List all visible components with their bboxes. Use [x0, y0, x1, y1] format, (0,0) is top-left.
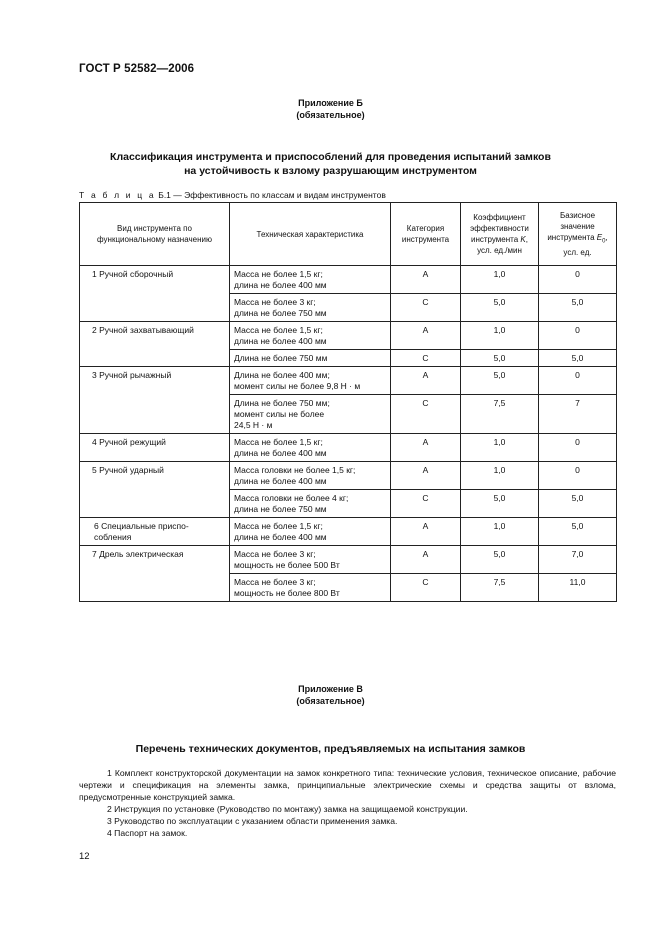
coefficient-cell: 1,0: [461, 266, 539, 294]
coefficient-cell: 5,0: [461, 350, 539, 367]
tool-type-cell: 7 Дрель электрическая: [80, 546, 230, 602]
page-number: 12: [79, 851, 90, 862]
tool-type-cell: 2 Ручной захватывающий: [80, 322, 230, 367]
specification-cell: Масса не более 3 кг; длина не более 750 мм: [230, 294, 391, 322]
list-item: 1 Комплект конструкторской документации на замок конкретного типа: технические условия, техническое описание, рабочие чертежи и спецификация на элементы замка, принципиальные электрические схемы и средства защиты от взлома, предусмотренные конструкцией замка.: [79, 768, 616, 802]
header-tool-type: Вид инструмента по функциональному назначению: [80, 203, 230, 266]
specification-cell: Масса не более 3 кг; мощность не более 500 Вт: [230, 546, 391, 574]
coefficient-cell: 1,0: [461, 434, 539, 462]
document-code: ГОСТ Р 52582—2006: [79, 63, 195, 75]
base-value-cell: 0: [539, 434, 617, 462]
base-value-cell: 0: [539, 367, 617, 395]
base-value-cell: 11,0: [539, 574, 617, 602]
specification-cell: Масса не более 3 кг; мощность не более 800 Вт: [230, 574, 391, 602]
category-cell: С: [391, 350, 461, 367]
table-caption: [79, 190, 386, 200]
category-cell: А: [391, 546, 461, 574]
coefficient-cell: 1,0: [461, 462, 539, 490]
base-value-cell: 7: [539, 395, 617, 434]
coefficient-cell: 7,5: [461, 574, 539, 602]
category-cell: С: [391, 574, 461, 602]
category-cell: С: [391, 395, 461, 434]
coefficient-cell: 7,5: [461, 395, 539, 434]
specification-cell: Масса не более 1,5 кг; длина не более 400 мм: [230, 518, 391, 546]
header-base-value: Базисное значение инструмента $E_0$, усл. ед.: [539, 203, 617, 266]
base-value-cell: 0: [539, 462, 617, 490]
coefficient-cell: 1,0: [461, 322, 539, 350]
specification-cell: Длина не более 750 мм; момент силы не более 24,5 Н · м: [230, 395, 391, 434]
table-caption-label: Т а б л и ц а: [79, 190, 156, 200]
category-cell: А: [391, 322, 461, 350]
appendix-v-status: (обязательное): [296, 696, 365, 706]
list-item: 4 Паспорт на замок.: [107, 828, 188, 838]
category-cell: А: [391, 434, 461, 462]
documents-list: [79, 767, 616, 839]
tool-efficiency-table: [79, 202, 617, 602]
coefficient-cell: 5,0: [461, 490, 539, 518]
appendix-v-title: Приложение В: [298, 684, 363, 694]
header-specification: Техническая характеристика: [230, 203, 391, 266]
header-category: Категория инструмента: [391, 203, 461, 266]
appendix-b-status: (обязательное): [296, 110, 365, 120]
table-header-row: [80, 203, 617, 266]
tool-type-cell: 5 Ручной ударный: [80, 462, 230, 518]
header-coefficient: Коэффициент эффективности инструмента K, усл. ед./мин: [461, 203, 539, 266]
base-value-cell: 5,0: [539, 294, 617, 322]
table-row: [80, 266, 617, 294]
table-row: [80, 546, 617, 574]
base-value-cell: 5,0: [539, 518, 617, 546]
appendix-b-heading-line1: Классификация инструмента и приспособлений для проведения испытаний замков: [110, 151, 551, 163]
specification-cell: Масса головки не более 1,5 кг; длина не более 400 мм: [230, 462, 391, 490]
coefficient-cell: 1,0: [461, 518, 539, 546]
table-row: [80, 322, 617, 350]
table-row: [80, 367, 617, 395]
coefficient-cell: 5,0: [461, 294, 539, 322]
tool-type-cell: 1 Ручной сборочный: [80, 266, 230, 322]
category-cell: С: [391, 490, 461, 518]
appendix-b-title: Приложение Б: [298, 98, 363, 108]
specification-cell: Масса не более 1,5 кг; длина не более 400 мм: [230, 434, 391, 462]
appendix-v-heading: Перечень технических документов, предъявляемых на испытания замков: [135, 743, 526, 755]
coefficient-cell: 5,0: [461, 546, 539, 574]
base-value-cell: 0: [539, 266, 617, 294]
specification-cell: Масса не более 1,5 кг; длина не более 400 мм: [230, 322, 391, 350]
specification-cell: Длина не более 750 мм: [230, 350, 391, 367]
coefficient-cell: 5,0: [461, 367, 539, 395]
category-cell: С: [391, 294, 461, 322]
table-row: [80, 462, 617, 490]
table-row: [80, 434, 617, 462]
category-cell: А: [391, 462, 461, 490]
table-caption-text: Б.1 — Эффективность по классам и видам инструментов: [155, 190, 386, 200]
specification-cell: Масса головки не более 4 кг; длина не более 750 мм: [230, 490, 391, 518]
list-item: 3 Руководство по эксплуатации с указанием области применения замка.: [107, 816, 398, 826]
category-cell: А: [391, 367, 461, 395]
specification-cell: Масса не более 1,5 кг; длина не более 400 мм: [230, 266, 391, 294]
tool-type-cell: 4 Ручной режущий: [80, 434, 230, 462]
category-cell: А: [391, 266, 461, 294]
appendix-b-heading-line2: на устойчивость к взлому разрушающим инструментом: [184, 165, 477, 177]
specification-cell: Длина не более 400 мм; момент силы не более 9,8 Н · м: [230, 367, 391, 395]
base-value-cell: 7,0: [539, 546, 617, 574]
tool-type-cell: 6 Специальные приспо- собления: [80, 518, 230, 546]
tool-type-cell: 3 Ручной рычажный: [80, 367, 230, 434]
base-value-cell: 0: [539, 322, 617, 350]
list-item: 2 Инструкция по установке (Руководство по монтажу) замка на защищаемой конструкции.: [107, 804, 468, 814]
base-value-cell: 5,0: [539, 490, 617, 518]
category-cell: А: [391, 518, 461, 546]
base-value-cell: 5,0: [539, 350, 617, 367]
table-row: [80, 518, 617, 546]
